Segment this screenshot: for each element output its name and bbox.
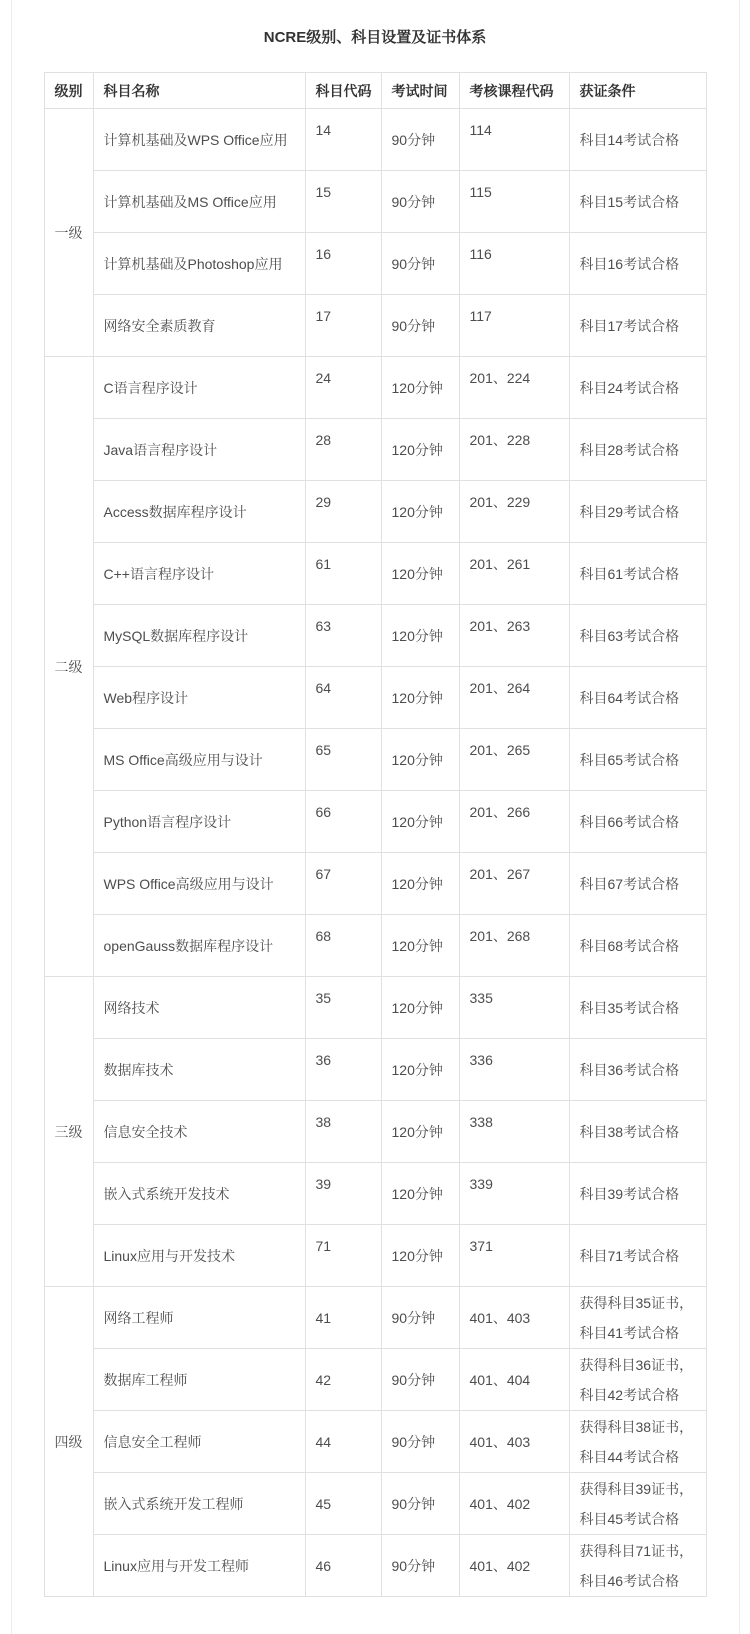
condition-line: 获得科目71证书，: [579, 1542, 694, 1559]
level-cell: 一级: [44, 109, 93, 357]
condition-line: 科目67考试合格: [579, 875, 680, 892]
condition-line: 科目45考试合格: [579, 1510, 680, 1527]
table-row: [44, 1039, 706, 1101]
certificate-condition-cell: [569, 419, 706, 481]
condition-line: 获得科目36证书，: [579, 1356, 694, 1373]
subject-name-cell: 计算机基础及WPS Office应用: [93, 109, 305, 171]
certificate-condition-cell: [569, 295, 706, 357]
condition-line: 科目44考试合格: [579, 1448, 680, 1465]
certificate-condition-cell: [569, 543, 706, 605]
subject-code-cell: 44: [305, 1411, 381, 1473]
subject-name-cell: 网络工程师: [93, 1287, 305, 1349]
table-row: [44, 419, 706, 481]
course-codes-cell: 201、263: [459, 605, 569, 667]
subject-name-cell: MySQL数据库程序设计: [93, 605, 305, 667]
exam-time-cell: 120分钟: [381, 977, 459, 1039]
exam-time-cell: 120分钟: [381, 1101, 459, 1163]
table-row: [44, 853, 706, 915]
certificate-condition-cell: [569, 171, 706, 233]
subject-name-cell: 嵌入式系统开发技术: [93, 1163, 305, 1225]
table-row: [44, 171, 706, 233]
condition-line: 科目17考试合格: [579, 317, 680, 334]
subject-code-cell: 24: [305, 357, 381, 419]
certificate-condition-cell: [569, 1101, 706, 1163]
column-header: 考试时间: [381, 73, 459, 109]
certificate-condition-cell: [569, 605, 706, 667]
condition-line: 科目24考试合格: [579, 379, 680, 396]
column-header: 考核课程代码: [459, 73, 569, 109]
subject-name-cell: 信息安全工程师: [93, 1411, 305, 1473]
exam-time-cell: 120分钟: [381, 729, 459, 791]
course-codes-cell: 401、403: [459, 1287, 569, 1349]
certificate-condition-cell: [569, 667, 706, 729]
subject-name-cell: Access数据库程序设计: [93, 481, 305, 543]
course-codes-cell: 117: [459, 295, 569, 357]
column-header: 科目代码: [305, 73, 381, 109]
table-row: [44, 791, 706, 853]
table-row: [44, 1535, 706, 1597]
condition-line: 获得科目38证书，: [579, 1418, 694, 1435]
condition-line: 科目29考试合格: [579, 503, 680, 520]
certificate-condition-cell: [569, 1163, 706, 1225]
certificate-condition-cell: [569, 1349, 706, 1411]
course-codes-cell: 201、266: [459, 791, 569, 853]
course-codes-cell: 201、261: [459, 543, 569, 605]
subject-name-cell: Linux应用与开发技术: [93, 1225, 305, 1287]
level-cell: 四级: [44, 1287, 93, 1597]
table-row: [44, 605, 706, 667]
exam-time-cell: 120分钟: [381, 481, 459, 543]
table-row: [44, 1101, 706, 1163]
exam-time-cell: 90分钟: [381, 1349, 459, 1411]
exam-time-cell: 120分钟: [381, 791, 459, 853]
exam-time-cell: 90分钟: [381, 1287, 459, 1349]
subject-name-cell: MS Office高级应用与设计: [93, 729, 305, 791]
condition-line: 科目36考试合格: [579, 1061, 680, 1078]
exam-time-cell: 90分钟: [381, 295, 459, 357]
table-row: [44, 1287, 706, 1349]
exam-time-cell: 120分钟: [381, 605, 459, 667]
subject-name-cell: 网络安全素质教育: [93, 295, 305, 357]
subject-code-cell: 38: [305, 1101, 381, 1163]
course-codes-cell: 115: [459, 171, 569, 233]
subject-code-cell: 42: [305, 1349, 381, 1411]
course-codes-cell: 114: [459, 109, 569, 171]
exam-time-cell: 90分钟: [381, 1411, 459, 1473]
table-row: [44, 1349, 706, 1411]
course-codes-cell: 201、268: [459, 915, 569, 977]
certificate-condition-cell: [569, 357, 706, 419]
subject-code-cell: 68: [305, 915, 381, 977]
course-codes-cell: 201、228: [459, 419, 569, 481]
subject-code-cell: 64: [305, 667, 381, 729]
subject-name-cell: 数据库工程师: [93, 1349, 305, 1411]
subject-name-cell: 网络技术: [93, 977, 305, 1039]
subject-code-cell: 16: [305, 233, 381, 295]
level-cell: 三级: [44, 977, 93, 1287]
certificate-condition-cell: [569, 109, 706, 171]
exam-time-cell: 120分钟: [381, 1163, 459, 1225]
condition-line: 科目38考试合格: [579, 1123, 680, 1140]
condition-line: 科目68考试合格: [579, 937, 680, 954]
subject-code-cell: 63: [305, 605, 381, 667]
table-row: [44, 1473, 706, 1535]
subject-code-cell: 71: [305, 1225, 381, 1287]
table-row: [44, 977, 706, 1039]
certificate-condition-cell: [569, 1225, 706, 1287]
exam-time-cell: 120分钟: [381, 543, 459, 605]
subject-code-cell: 14: [305, 109, 381, 171]
condition-line: 获得科目35证书，: [579, 1294, 694, 1311]
subject-name-cell: 信息安全技术: [93, 1101, 305, 1163]
table-row: [44, 543, 706, 605]
condition-line: 科目35考试合格: [579, 999, 680, 1016]
subject-code-cell: 39: [305, 1163, 381, 1225]
condition-line: 科目14考试合格: [579, 131, 680, 148]
condition-line: 科目71考试合格: [579, 1247, 680, 1264]
course-codes-cell: 339: [459, 1163, 569, 1225]
exam-time-cell: 120分钟: [381, 357, 459, 419]
exam-time-cell: 120分钟: [381, 915, 459, 977]
table-row: [44, 667, 706, 729]
condition-line: 科目61考试合格: [579, 565, 680, 582]
table-row: [44, 1225, 706, 1287]
table-row: [44, 729, 706, 791]
certificate-condition-cell: [569, 853, 706, 915]
table-row: [44, 357, 706, 419]
page-title: NCRE级别、科目设置及证书体系: [263, 29, 487, 46]
certificate-condition-cell: [569, 977, 706, 1039]
course-codes-cell: 401、403: [459, 1411, 569, 1473]
condition-line: 科目16考试合格: [579, 255, 680, 272]
subject-name-cell: C++语言程序设计: [93, 543, 305, 605]
column-header: 级别: [44, 73, 93, 109]
subject-name-cell: openGauss数据库程序设计: [93, 915, 305, 977]
condition-line: 科目65考试合格: [579, 751, 680, 768]
course-codes-cell: 401、402: [459, 1535, 569, 1597]
exam-time-cell: 120分钟: [381, 667, 459, 729]
certificate-condition-cell: [569, 1473, 706, 1535]
exam-time-cell: 120分钟: [381, 1225, 459, 1287]
exam-time-cell: 90分钟: [381, 233, 459, 295]
subject-code-cell: 35: [305, 977, 381, 1039]
certificate-condition-cell: [569, 1287, 706, 1349]
course-codes-cell: 201、224: [459, 357, 569, 419]
table-body: [44, 109, 706, 1597]
subject-name-cell: 嵌入式系统开发工程师: [93, 1473, 305, 1535]
exam-time-cell: 90分钟: [381, 1535, 459, 1597]
course-codes-cell: 201、265: [459, 729, 569, 791]
subject-code-cell: 67: [305, 853, 381, 915]
condition-line: 科目63考试合格: [579, 627, 680, 644]
exam-time-cell: 90分钟: [381, 1473, 459, 1535]
subject-code-cell: 17: [305, 295, 381, 357]
level-cell: 二级: [44, 357, 93, 977]
subject-code-cell: 45: [305, 1473, 381, 1535]
condition-line: 科目39考试合格: [579, 1185, 680, 1202]
condition-line: 科目28考试合格: [579, 441, 680, 458]
subject-code-cell: 28: [305, 419, 381, 481]
table-row: [44, 1411, 706, 1473]
condition-line: 科目66考试合格: [579, 813, 680, 830]
condition-line: 科目46考试合格: [579, 1572, 680, 1589]
course-codes-cell: 401、404: [459, 1349, 569, 1411]
subject-name-cell: Linux应用与开发工程师: [93, 1535, 305, 1597]
subject-code-cell: 36: [305, 1039, 381, 1101]
exam-time-cell: 120分钟: [381, 1039, 459, 1101]
subject-code-cell: 65: [305, 729, 381, 791]
condition-line: 获得科目39证书，: [579, 1480, 694, 1497]
certificate-condition-cell: [569, 1411, 706, 1473]
subject-name-cell: 数据库技术: [93, 1039, 305, 1101]
certificate-condition-cell: [569, 791, 706, 853]
certificate-condition-cell: [569, 1039, 706, 1101]
condition-line: 科目42考试合格: [579, 1386, 680, 1403]
course-codes-cell: 201、229: [459, 481, 569, 543]
condition-line: 科目64考试合格: [579, 689, 680, 706]
table-row: [44, 233, 706, 295]
course-codes-cell: 116: [459, 233, 569, 295]
content-card: [11, 0, 740, 1634]
course-codes-cell: 201、264: [459, 667, 569, 729]
table-row: [44, 109, 706, 171]
subject-name-cell: 计算机基础及Photoshop应用: [93, 233, 305, 295]
header-row: [44, 73, 706, 109]
table-row: [44, 295, 706, 357]
exam-time-cell: 90分钟: [381, 109, 459, 171]
table-row: [44, 1163, 706, 1225]
subject-code-cell: 66: [305, 791, 381, 853]
certificate-condition-cell: [569, 915, 706, 977]
subject-code-cell: 15: [305, 171, 381, 233]
course-codes-cell: 401、402: [459, 1473, 569, 1535]
exam-time-cell: 120分钟: [381, 419, 459, 481]
certificate-condition-cell: [569, 233, 706, 295]
course-codes-cell: 338: [459, 1101, 569, 1163]
table-row: [44, 915, 706, 977]
ncre-table: [44, 72, 707, 1597]
certificate-condition-cell: [569, 1535, 706, 1597]
subject-name-cell: Python语言程序设计: [93, 791, 305, 853]
course-codes-cell: 335: [459, 977, 569, 1039]
subject-name-cell: 计算机基础及MS Office应用: [93, 171, 305, 233]
exam-time-cell: 90分钟: [381, 171, 459, 233]
subject-name-cell: C语言程序设计: [93, 357, 305, 419]
condition-line: 科目41考试合格: [579, 1324, 680, 1341]
course-codes-cell: 371: [459, 1225, 569, 1287]
course-codes-cell: 336: [459, 1039, 569, 1101]
condition-line: 科目15考试合格: [579, 193, 680, 210]
course-codes-cell: 201、267: [459, 853, 569, 915]
certificate-condition-cell: [569, 481, 706, 543]
subject-code-cell: 61: [305, 543, 381, 605]
table-row: [44, 481, 706, 543]
certificate-condition-cell: [569, 729, 706, 791]
subject-name-cell: WPS Office高级应用与设计: [93, 853, 305, 915]
exam-time-cell: 120分钟: [381, 853, 459, 915]
column-header: 科目名称: [93, 73, 305, 109]
subject-name-cell: Java语言程序设计: [93, 419, 305, 481]
subject-code-cell: 41: [305, 1287, 381, 1349]
subject-code-cell: 46: [305, 1535, 381, 1597]
column-header: 获证条件: [569, 73, 706, 109]
subject-name-cell: Web程序设计: [93, 667, 305, 729]
subject-code-cell: 29: [305, 481, 381, 543]
